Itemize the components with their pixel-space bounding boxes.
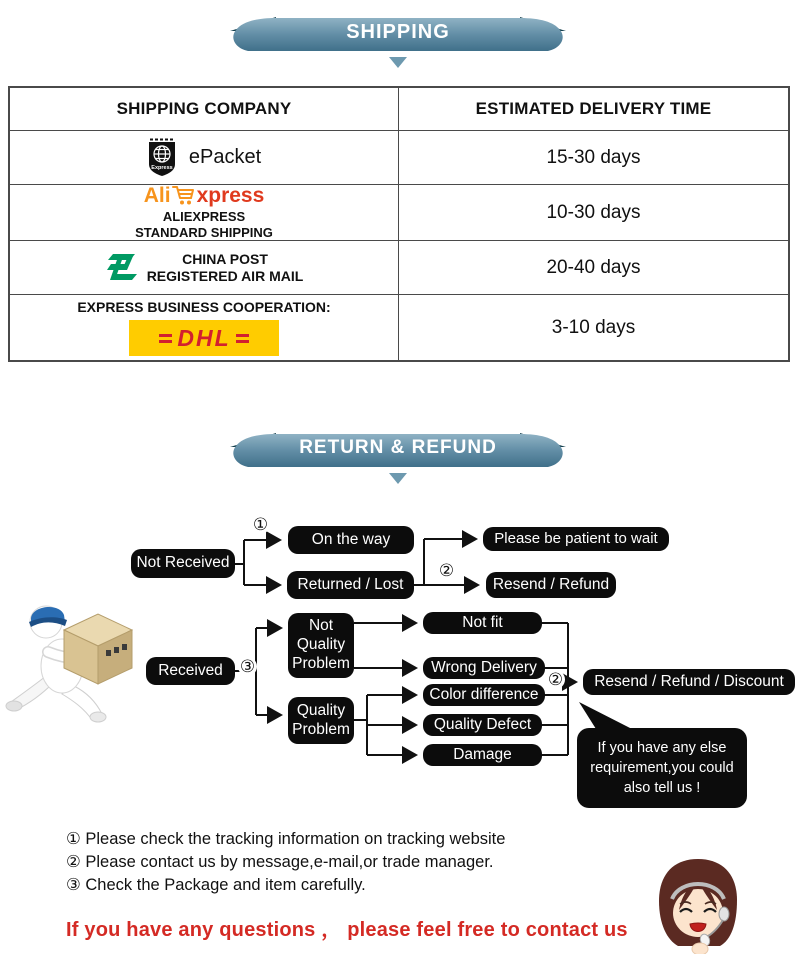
shipping-banner-title: SHIPPING [346,21,450,43]
table-row-dhl [10,294,398,360]
epacket-delivery-time: 15-30 days [398,130,788,184]
svg-text:Express: Express [151,164,173,171]
dhl-logo-text: DHL [177,324,231,351]
node-color-difference: Color difference [423,684,545,706]
down-arrow-icon [389,57,407,68]
node-quality-problem: Quality Problem [288,697,354,744]
node-wrong-delivery: Wrong Delivery [423,657,545,679]
return-refund-flowchart [0,500,800,830]
speech-bubble: If you have any else requirement,you could also tell us ! [577,728,747,808]
marker-circled-3: ③ [239,657,256,676]
aliexpress-caption-line1: ALIEXPRESS [162,209,246,224]
epacket-logo-icon [147,138,177,178]
dhl-logo-bars-left [159,334,172,343]
node-not-quality-problem: Not Quality Problem [288,613,354,678]
return-refund-banner [228,428,568,472]
footnote-1: ① Please check the tracking information on tracking website [66,830,506,848]
aliexpress-delivery-time: 10-30 days [398,184,788,240]
footnote-2: ② Please contact us by message,e-mail,or trade manager. [66,853,494,871]
return-refund-banner-title: RETURN & REFUND [299,437,497,458]
chinapost-delivery-time: 20-40 days [398,240,788,294]
node-quality-defect: Quality Defect [423,714,542,736]
marker-circled-2: ② [547,670,564,689]
aliexpress-caption-line2: STANDARD SHIPPING [135,225,273,240]
column-header-shipping-company: SHIPPING COMPANY [116,99,292,118]
node-not-fit: Not fit [423,612,542,634]
chinapost-caption-line1: CHINA POST [182,250,268,267]
node-please-be-patient: Please be patient to wait [483,527,669,551]
aliexpress-logo-xpress: xpress [196,184,265,207]
node-resend-refund: Resend / Refund [486,572,616,598]
table-row-aliexpress [10,184,398,240]
node-not-received: Not Received [131,549,235,578]
contact-us-text: If you have any questions ， please feel free to contact us [66,919,628,941]
marker-circled-1: ① [252,515,269,534]
shipping-banner [228,12,568,56]
footnotes [66,828,505,897]
node-resend-refund-discount: Resend / Refund / Discount [583,669,795,695]
dhl-delivery-time: 3-10 days [398,294,788,360]
aliexpress-logo [144,184,265,206]
aliexpress-logo-ali: Ali [143,184,171,207]
customer-service-girl-illustration [650,856,746,954]
shopping-cart-icon [172,184,196,206]
dhl-row-label: EXPRESS BUSINESS COOPERATION: [77,299,331,315]
footnote-3: ③ Check the Package and item carefully. [66,876,366,894]
table-row-epacket [10,130,398,184]
chinapost-caption-line2: REGISTERED AIR MAIL [146,267,304,284]
down-arrow-icon [389,473,407,484]
dhl-logo [129,320,279,356]
node-on-the-way: On the way [288,526,414,554]
shipping-table [8,86,790,362]
headset-earpiece-icon [719,907,729,921]
speech-bubble-tail [579,702,632,729]
node-damage: Damage [423,744,542,766]
column-header-delivery-time: ESTIMATED DELIVERY TIME [398,88,788,130]
node-received: Received [146,657,235,685]
epacket-label: ePacket [188,146,262,168]
china-post-logo-icon [105,251,139,285]
table-row-chinapost [10,240,398,294]
marker-circled-2: ② [438,561,455,580]
dhl-logo-bars-right [236,334,249,343]
node-returned-lost: Returned / Lost [287,571,414,599]
